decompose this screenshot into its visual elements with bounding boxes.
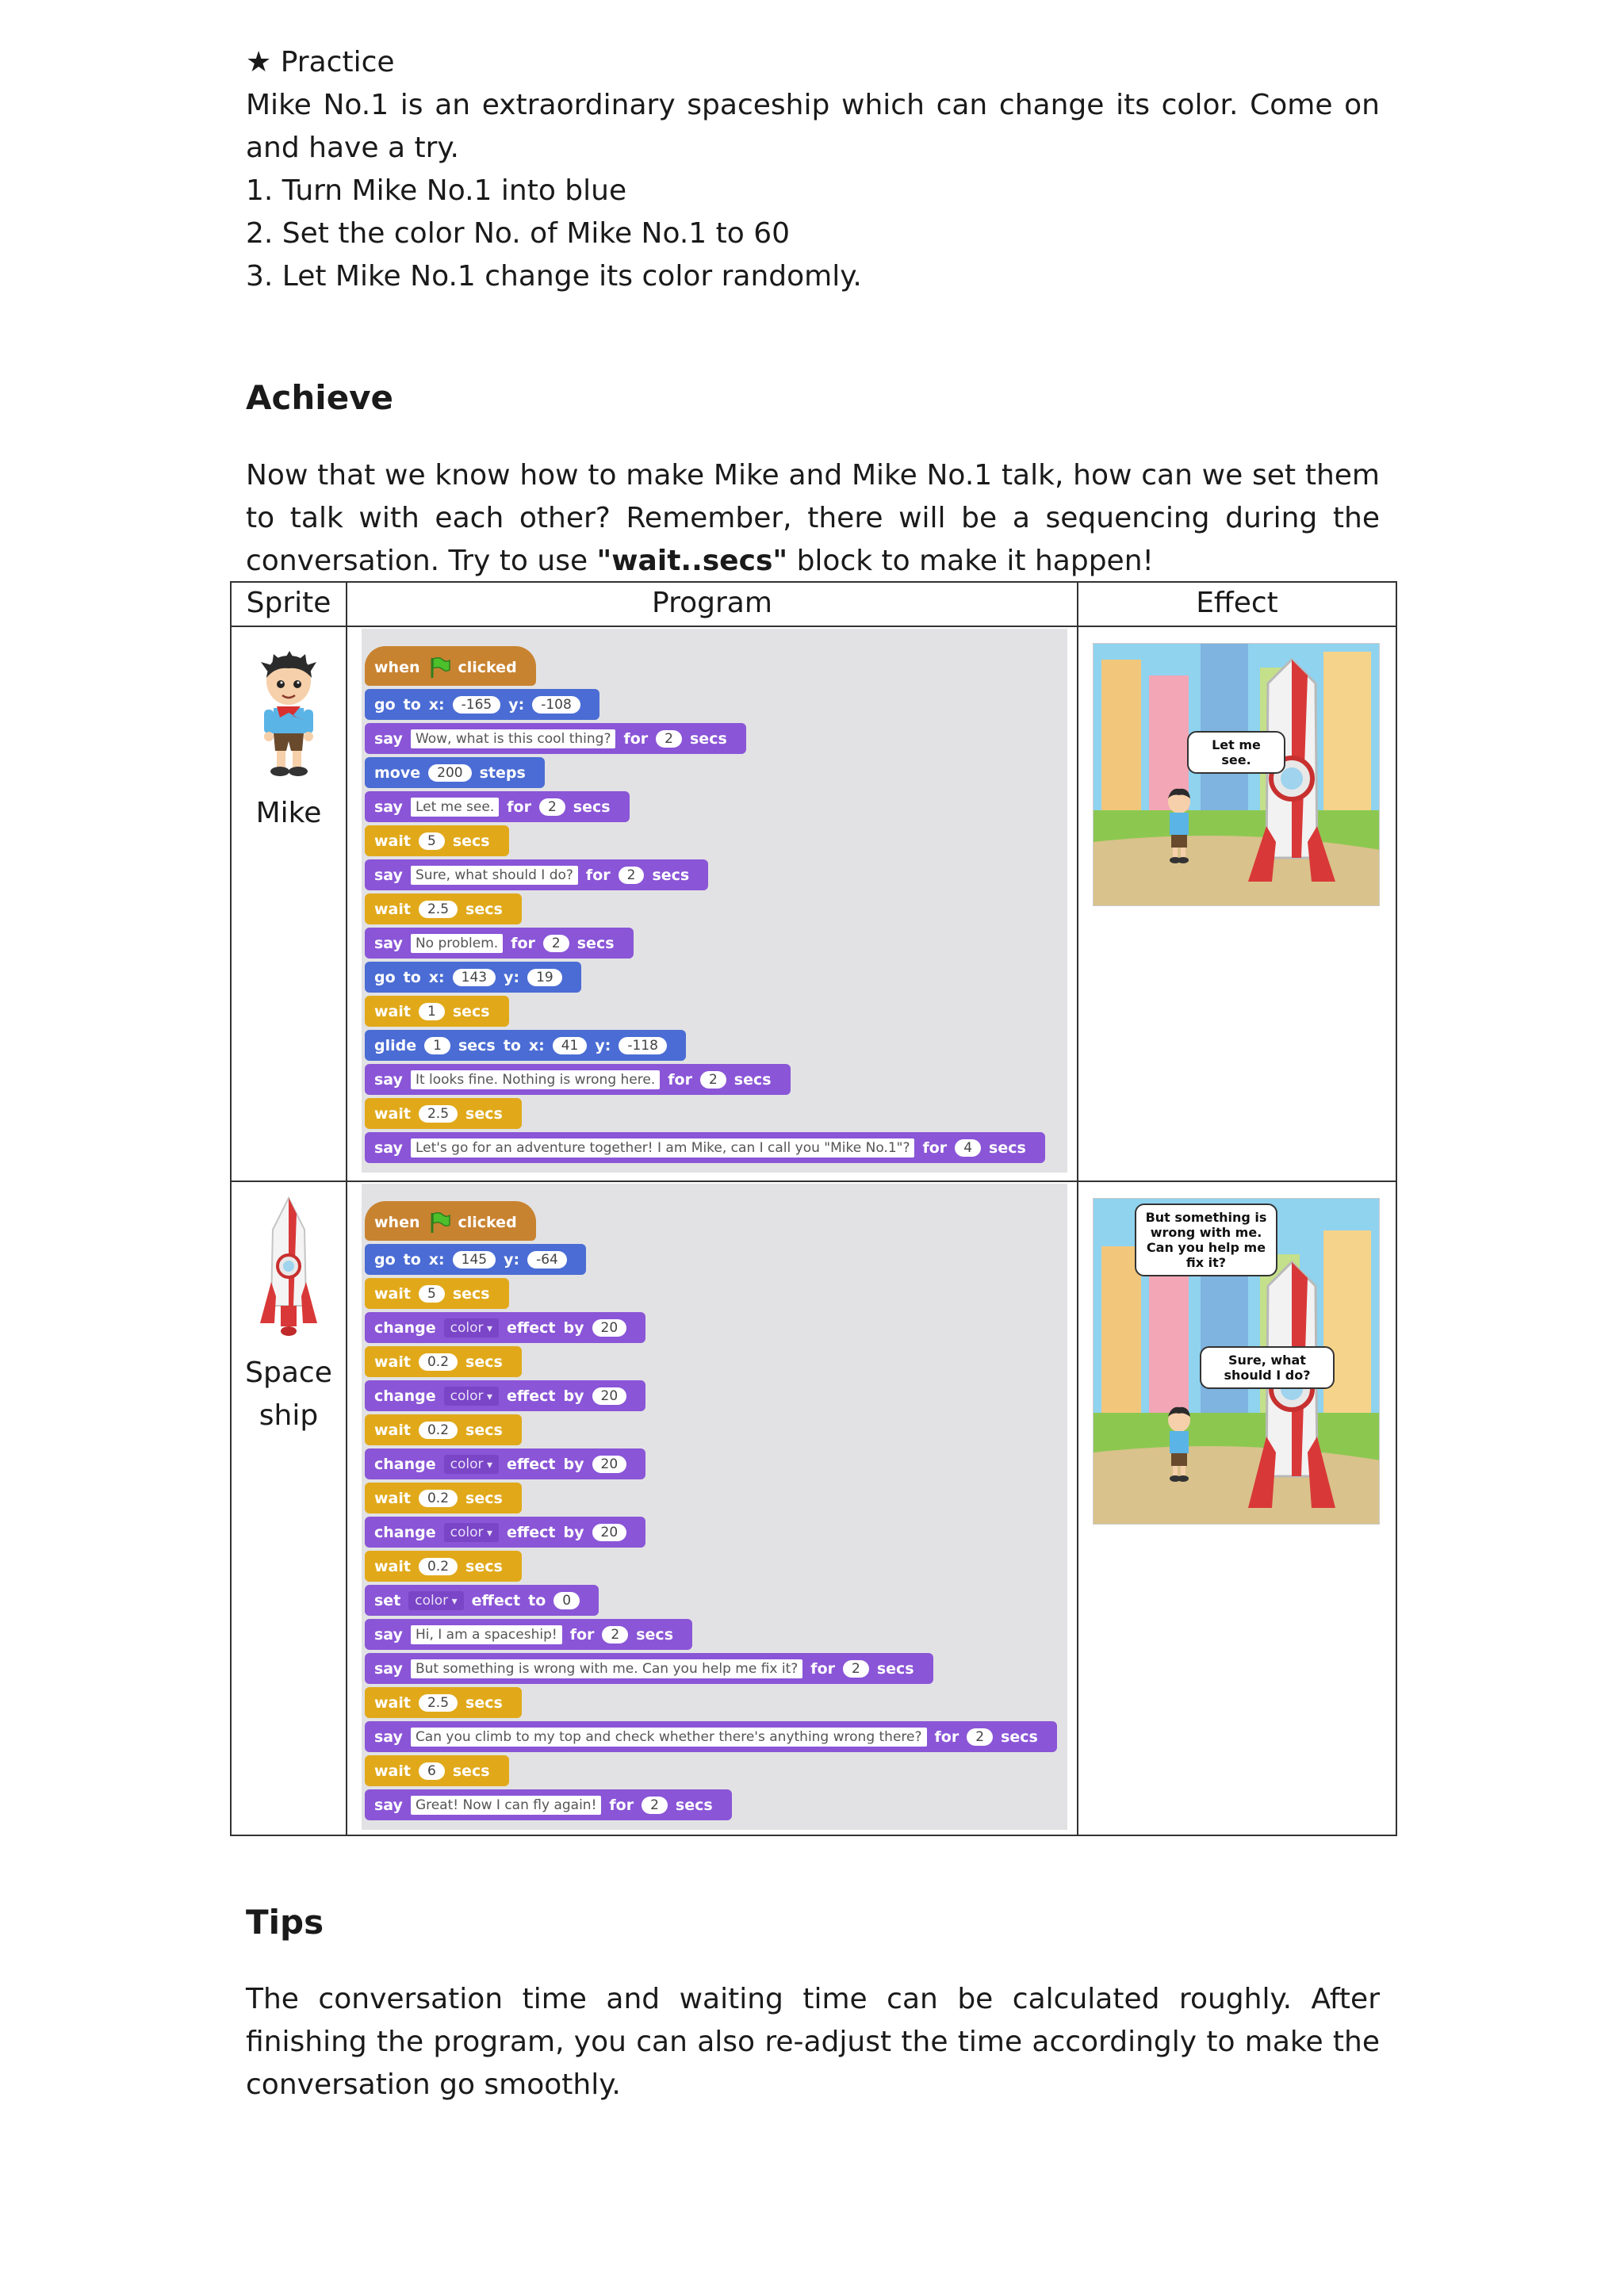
block-keyword: move bbox=[374, 763, 421, 782]
scratch-script bbox=[362, 1184, 1067, 1830]
scratch-block[interactable] bbox=[365, 825, 509, 856]
table-row bbox=[231, 626, 1396, 1181]
block-number-input[interactable]: -108 bbox=[532, 696, 580, 714]
scratch-block[interactable] bbox=[365, 1551, 522, 1582]
achieve-text-2: block to make it happen! bbox=[787, 545, 1154, 577]
block-keyword: for bbox=[922, 1138, 948, 1157]
block-dropdown[interactable]: color ▾ bbox=[444, 1523, 499, 1542]
program-cell bbox=[347, 626, 1078, 1181]
practice-item-3: 3. Let Mike No.1 change its color randomly. bbox=[246, 260, 862, 293]
block-number-input[interactable]: 2.5 bbox=[419, 1105, 458, 1123]
scratch-script bbox=[362, 629, 1067, 1173]
practice-title: ★ Practice bbox=[246, 46, 395, 78]
block-keyword: steps bbox=[479, 763, 526, 782]
scratch-block[interactable] bbox=[365, 859, 708, 890]
block-number-input[interactable]: 0.2 bbox=[419, 1558, 458, 1575]
block-number-input[interactable]: 19 bbox=[527, 969, 562, 986]
block-keyword: for bbox=[585, 866, 611, 884]
block-keyword: wait bbox=[374, 1762, 411, 1780]
block-keyword: secs bbox=[465, 1353, 503, 1371]
block-keyword: secs bbox=[452, 832, 490, 850]
block-keyword: x: bbox=[528, 1036, 545, 1054]
speech-bubble: Sure, what should I do? bbox=[1200, 1346, 1335, 1389]
scratch-block[interactable] bbox=[365, 1687, 522, 1718]
block-keyword: secs bbox=[1001, 1728, 1038, 1746]
block-keyword: secs bbox=[675, 1796, 713, 1814]
block-keyword: wait bbox=[374, 1353, 411, 1371]
achieve-text-bold: "wait..secs" bbox=[596, 545, 788, 577]
block-keyword: by bbox=[563, 1387, 584, 1405]
scratch-block[interactable] bbox=[365, 1132, 1045, 1163]
block-keyword: secs bbox=[465, 1693, 503, 1712]
block-keyword: x: bbox=[428, 695, 445, 714]
header-sprite: Sprite bbox=[231, 582, 347, 626]
scratch-block[interactable] bbox=[365, 1244, 586, 1275]
block-keyword: secs bbox=[576, 934, 615, 952]
block-keyword: when bbox=[374, 1214, 420, 1231]
block-keyword: by bbox=[563, 1523, 584, 1541]
block-number-input[interactable]: 0.2 bbox=[419, 1422, 458, 1439]
practice-item-1: 1. Turn Mike No.1 into blue bbox=[246, 174, 627, 207]
scratch-block[interactable] bbox=[365, 1653, 933, 1684]
mike-character-icon bbox=[253, 640, 324, 779]
scratch-block[interactable] bbox=[365, 1414, 522, 1445]
block-keyword: clicked bbox=[458, 659, 517, 676]
speech-bubble: But something is wrong with me. Can you help me fix it? bbox=[1135, 1203, 1277, 1276]
block-keyword: wait bbox=[374, 900, 411, 918]
block-number-input[interactable]: 200 bbox=[428, 764, 471, 782]
block-keyword: secs bbox=[465, 1104, 503, 1123]
block-number-input[interactable]: 2 bbox=[700, 1071, 726, 1089]
scratch-block[interactable] bbox=[365, 689, 599, 720]
block-keyword: wait bbox=[374, 1421, 411, 1439]
effect-cell bbox=[1078, 1181, 1396, 1835]
header-program: Program bbox=[347, 582, 1078, 626]
block-keyword: to bbox=[528, 1591, 546, 1609]
block-keyword: change bbox=[374, 1523, 436, 1541]
scratch-block[interactable] bbox=[365, 1448, 645, 1479]
block-keyword: to bbox=[403, 1250, 421, 1269]
block-keyword: secs bbox=[465, 1421, 503, 1439]
block-keyword: secs bbox=[652, 866, 690, 884]
block-number-input[interactable]: 5 bbox=[419, 1285, 445, 1303]
scratch-block[interactable] bbox=[365, 996, 509, 1027]
program-cell bbox=[347, 1181, 1078, 1835]
block-keyword: by bbox=[563, 1318, 584, 1337]
block-keyword: effect bbox=[506, 1318, 556, 1337]
block-keyword: x: bbox=[428, 1250, 445, 1269]
block-text-input[interactable]: But something is wrong with me. Can you help me fix it? bbox=[411, 1659, 802, 1678]
block-number-input[interactable]: 20 bbox=[592, 1524, 627, 1541]
block-number-input[interactable]: 2 bbox=[642, 1797, 668, 1814]
block-number-input[interactable]: 143 bbox=[453, 969, 496, 986]
block-keyword: to bbox=[403, 968, 421, 986]
block-keyword: wait bbox=[374, 1284, 411, 1303]
block-keyword: secs bbox=[989, 1138, 1026, 1157]
scratch-block[interactable] bbox=[365, 1517, 645, 1548]
block-number-input[interactable]: 0 bbox=[553, 1592, 580, 1609]
scratch-block[interactable] bbox=[365, 1278, 509, 1309]
block-keyword: secs bbox=[458, 1036, 496, 1054]
sprite-cell bbox=[231, 1181, 347, 1835]
block-keyword: secs bbox=[452, 1002, 490, 1020]
block-number-input[interactable]: 5 bbox=[419, 832, 445, 850]
block-number-input[interactable]: 20 bbox=[592, 1319, 627, 1337]
tips-paragraph: The conversation time and waiting time can be calculated roughly. After finishing the program, you can also re-adjust the time accordingly to make the conversation go smoothly. bbox=[246, 1983, 1380, 2101]
block-number-input[interactable]: 2 bbox=[843, 1660, 869, 1678]
block-keyword: for bbox=[609, 1796, 634, 1814]
block-keyword: say bbox=[374, 729, 403, 748]
block-keyword: to bbox=[403, 695, 421, 714]
scratch-block[interactable] bbox=[365, 757, 545, 788]
green-flag-icon bbox=[428, 656, 450, 679]
block-keyword: for bbox=[668, 1070, 692, 1089]
effect-scene bbox=[1093, 1198, 1380, 1525]
scratch-block[interactable] bbox=[365, 962, 581, 993]
city-scene-illustration bbox=[1094, 644, 1380, 906]
block-keyword: say bbox=[374, 934, 403, 952]
scratch-block[interactable] bbox=[365, 928, 634, 959]
block-keyword: wait bbox=[374, 1557, 411, 1575]
effect-scene bbox=[1093, 643, 1380, 906]
block-keyword: y: bbox=[595, 1036, 611, 1054]
block-number-input[interactable]: 1 bbox=[424, 1037, 450, 1054]
table-row bbox=[231, 1181, 1396, 1835]
practice-intro: Mike No.1 is an extraordinary spaceship which can change its color. Come on and have a try. bbox=[246, 89, 1380, 164]
block-keyword: secs bbox=[452, 1284, 490, 1303]
block-text-input[interactable]: Can you climb to my top and check whether there's anything wrong there? bbox=[411, 1728, 927, 1747]
block-text-input[interactable]: Let me see. bbox=[411, 798, 499, 817]
block-keyword: say bbox=[374, 1138, 403, 1157]
practice-section bbox=[246, 41, 1380, 298]
block-dropdown[interactable]: color ▾ bbox=[444, 1455, 499, 1474]
block-number-input[interactable]: 2.5 bbox=[419, 1694, 458, 1712]
block-keyword: go bbox=[374, 1250, 396, 1269]
green-flag-icon bbox=[428, 1211, 450, 1234]
scratch-block[interactable] bbox=[365, 894, 522, 924]
block-keyword: say bbox=[374, 866, 403, 884]
block-keyword: for bbox=[569, 1625, 595, 1644]
sprite-name: Mike bbox=[255, 797, 322, 829]
block-keyword: set bbox=[374, 1591, 401, 1609]
block-keyword: y: bbox=[508, 695, 525, 714]
block-number-input[interactable]: 2.5 bbox=[419, 901, 458, 918]
scratch-block[interactable] bbox=[365, 1030, 686, 1061]
block-number-input[interactable]: 0.2 bbox=[419, 1490, 458, 1507]
block-text-input[interactable]: Great! Now I can fly again! bbox=[411, 1796, 601, 1815]
block-number-input[interactable]: 20 bbox=[592, 1456, 627, 1473]
block-keyword: say bbox=[374, 1625, 403, 1644]
block-keyword: say bbox=[374, 1659, 403, 1678]
block-keyword: secs bbox=[452, 1762, 490, 1780]
block-keyword: secs bbox=[636, 1625, 674, 1644]
block-keyword: secs bbox=[573, 798, 611, 816]
scratch-block[interactable] bbox=[365, 1346, 522, 1377]
spaceship-icon bbox=[257, 1195, 320, 1339]
block-keyword: say bbox=[374, 1796, 403, 1814]
scratch-block[interactable] bbox=[365, 646, 536, 686]
achieve-paragraph bbox=[246, 454, 1380, 583]
scratch-block[interactable] bbox=[365, 1483, 522, 1513]
block-keyword: for bbox=[511, 934, 535, 952]
block-keyword: wait bbox=[374, 832, 411, 850]
block-keyword: effect bbox=[506, 1523, 556, 1541]
block-number-input[interactable]: 2 bbox=[619, 867, 645, 884]
block-keyword: say bbox=[374, 798, 403, 816]
block-keyword: secs bbox=[690, 729, 727, 748]
block-keyword: for bbox=[934, 1728, 959, 1746]
block-keyword: to bbox=[503, 1036, 521, 1054]
block-text-input[interactable]: Wow, what is this cool thing? bbox=[411, 729, 616, 748]
scratch-block[interactable] bbox=[365, 1064, 791, 1095]
practice-item-2: 2. Set the color No. of Mike No.1 to 60 bbox=[246, 217, 791, 250]
block-number-input[interactable]: 0.2 bbox=[419, 1353, 458, 1371]
block-keyword: when bbox=[374, 659, 420, 676]
block-keyword: clicked bbox=[458, 1214, 517, 1231]
block-number-input[interactable]: -118 bbox=[619, 1037, 667, 1054]
block-keyword: wait bbox=[374, 1489, 411, 1507]
scratch-block[interactable] bbox=[365, 1380, 645, 1411]
block-keyword: wait bbox=[374, 1104, 411, 1123]
block-keyword: secs bbox=[465, 1557, 503, 1575]
block-keyword: secs bbox=[465, 1489, 503, 1507]
block-keyword: x: bbox=[428, 968, 445, 986]
achieve-heading: Achieve bbox=[246, 378, 394, 417]
scratch-block[interactable] bbox=[365, 723, 746, 754]
block-number-input[interactable]: 2 bbox=[539, 798, 565, 816]
block-keyword: secs bbox=[733, 1070, 772, 1089]
program-table bbox=[230, 581, 1397, 1836]
block-keyword: change bbox=[374, 1455, 436, 1473]
scratch-block[interactable] bbox=[365, 1312, 645, 1343]
header-effect: Effect bbox=[1078, 582, 1396, 626]
block-keyword: secs bbox=[876, 1659, 914, 1678]
scratch-block[interactable] bbox=[365, 791, 630, 822]
block-number-input[interactable]: -165 bbox=[453, 696, 501, 714]
block-keyword: say bbox=[374, 1070, 403, 1089]
block-number-input[interactable]: 2 bbox=[543, 935, 569, 952]
scratch-block[interactable] bbox=[365, 1585, 599, 1616]
block-keyword: say bbox=[374, 1728, 403, 1746]
block-keyword: for bbox=[507, 798, 531, 816]
block-number-input[interactable]: 20 bbox=[592, 1387, 627, 1405]
block-number-input[interactable]: 6 bbox=[419, 1762, 445, 1780]
block-keyword: wait bbox=[374, 1002, 411, 1020]
block-number-input[interactable]: -64 bbox=[527, 1251, 567, 1269]
achieve-text-1: Now that we know how to make Mike and Mike No.1 talk, how can we set them to talk with each other? Remember, there will be a sequencing during the conversation. Try to use bbox=[246, 459, 1380, 577]
block-keyword: wait bbox=[374, 1693, 411, 1712]
sprite-name: Space ship bbox=[245, 1357, 332, 1432]
block-number-input[interactable]: 4 bbox=[955, 1139, 981, 1157]
block-keyword: go bbox=[374, 968, 396, 986]
block-keyword: effect bbox=[471, 1591, 521, 1609]
block-number-input[interactable]: 2 bbox=[656, 730, 682, 748]
scratch-block[interactable] bbox=[365, 1755, 509, 1786]
block-keyword: y: bbox=[504, 968, 520, 986]
scratch-block[interactable] bbox=[365, 1201, 536, 1241]
table-header-row bbox=[231, 582, 1396, 626]
block-number-input[interactable]: 1 bbox=[419, 1003, 445, 1020]
block-text-input[interactable]: Hi, I am a spaceship! bbox=[411, 1625, 562, 1644]
block-dropdown[interactable]: color ▾ bbox=[408, 1591, 463, 1610]
block-keyword: by bbox=[563, 1455, 584, 1473]
tips-heading: Tips bbox=[246, 1903, 324, 1942]
block-keyword: effect bbox=[506, 1455, 556, 1473]
block-keyword: y: bbox=[504, 1250, 520, 1269]
block-dropdown[interactable]: color ▾ bbox=[444, 1318, 499, 1337]
block-keyword: for bbox=[810, 1659, 835, 1678]
block-keyword: change bbox=[374, 1387, 436, 1405]
scratch-block[interactable] bbox=[365, 1721, 1057, 1752]
scratch-block[interactable] bbox=[365, 1098, 522, 1129]
block-number-input[interactable]: 2 bbox=[602, 1626, 628, 1644]
sprite-cell bbox=[231, 626, 347, 1181]
block-number-input[interactable]: 2 bbox=[967, 1728, 993, 1746]
speech-bubble: Let me see. bbox=[1187, 731, 1285, 774]
block-keyword: for bbox=[623, 729, 649, 748]
block-keyword: secs bbox=[465, 900, 503, 918]
block-keyword: go bbox=[374, 695, 396, 714]
block-text-input[interactable]: No problem. bbox=[411, 934, 503, 953]
block-dropdown[interactable]: color ▾ bbox=[444, 1387, 499, 1406]
block-text-input[interactable]: Let's go for an adventure together! I am Mike, can I call you "Mike No.1"? bbox=[411, 1138, 915, 1158]
block-keyword: effect bbox=[506, 1387, 556, 1405]
block-number-input[interactable]: 145 bbox=[453, 1251, 496, 1269]
block-text-input[interactable]: Sure, what should I do? bbox=[411, 866, 578, 885]
scratch-block[interactable] bbox=[365, 1789, 732, 1820]
effect-cell bbox=[1078, 626, 1396, 1181]
block-text-input[interactable]: It looks fine. Nothing is wrong here. bbox=[411, 1070, 660, 1089]
block-keyword: change bbox=[374, 1318, 436, 1337]
block-number-input[interactable]: 41 bbox=[553, 1037, 588, 1054]
scratch-block[interactable] bbox=[365, 1619, 692, 1650]
block-keyword: glide bbox=[374, 1036, 417, 1054]
